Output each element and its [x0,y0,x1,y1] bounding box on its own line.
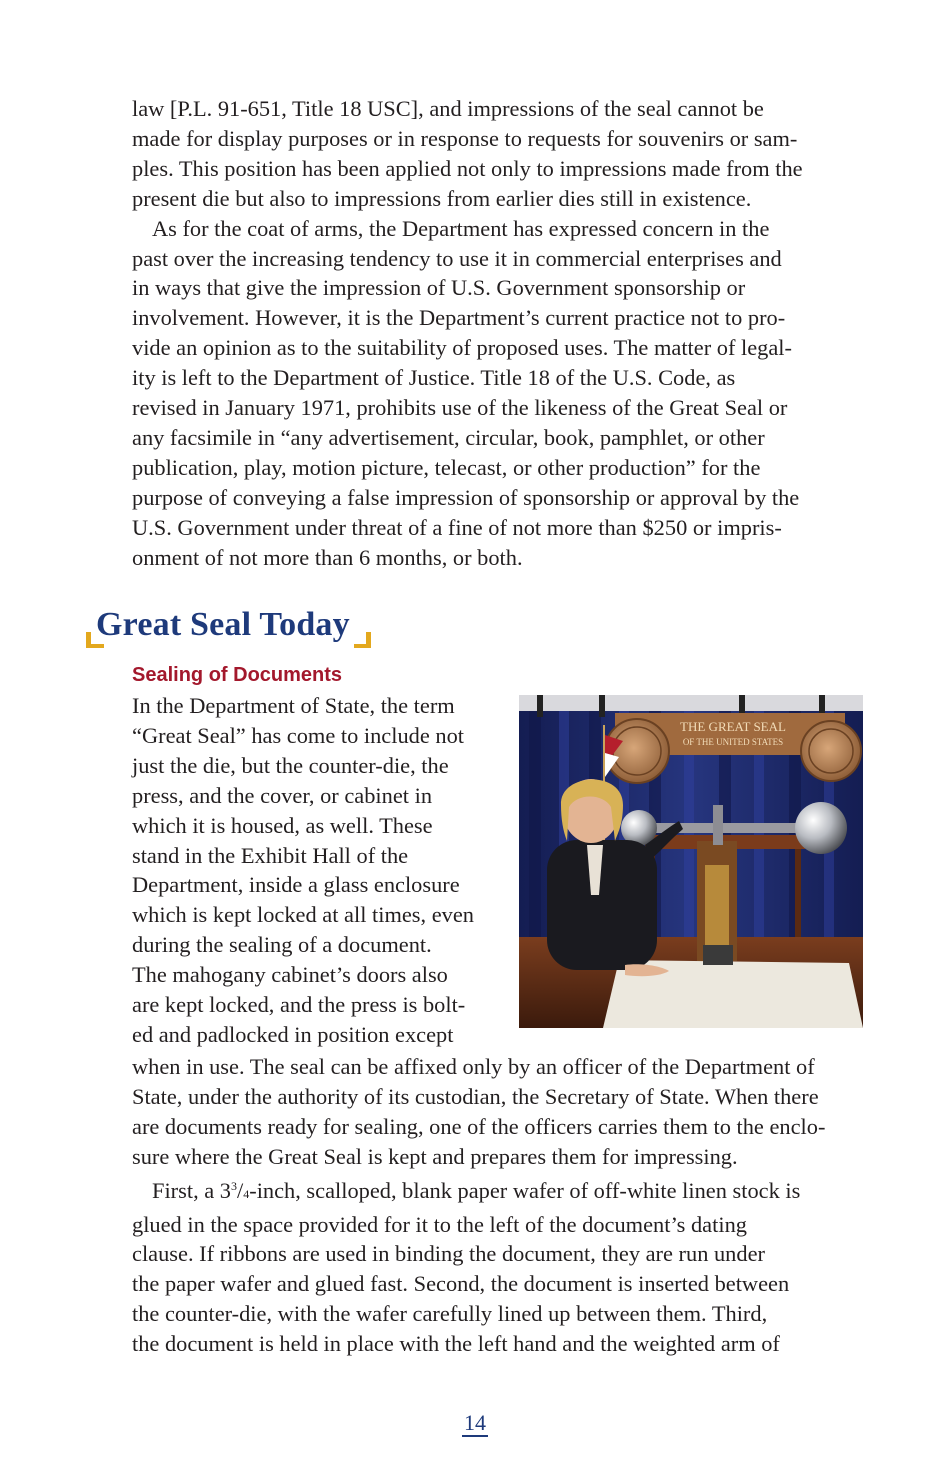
text-line: vide an opinion as to the suitability of proposed uses. The matter of legal- [132,335,792,361]
text-fragment: First, a 3 [152,1177,231,1203]
text-line: As for the coat of arms, the Department has expressed concern in the [152,215,770,241]
text-line: any facsimile in “any advertisement, circular, book, pamphlet, or other [132,424,765,450]
text-line: ed and padlocked in position except [132,1021,454,1047]
section-title: Great Seal Today [96,606,350,643]
paragraph-column [132,691,502,1050]
text-line: present die but also to impressions from earlier dies still in existence. [132,185,752,211]
text-line: past over the increasing tendency to use it in commercial enterprises and [132,245,782,271]
text-line: which it is housed, as well. These [132,812,433,838]
text-line: made for display purposes or in response to requests for souvenirs or sam- [132,125,798,151]
text-line: the paper wafer and glued fast. Second, the document is inserted between [132,1271,790,1297]
text-fragment: -inch, scalloped, blank paper wafer of off-white linen stock is [249,1177,801,1203]
text-line: the counter-die, with the wafer carefully lined up between them. Third, [132,1301,768,1327]
text-line: glued in the space provided for it to the left of the document’s dating [132,1211,747,1237]
text-line: just the die, but the counter-die, the [132,752,449,778]
text-line: are kept locked, and the press is bolt- [132,992,466,1018]
text-line: clause. If ribbons are used in binding the document, they are run under [132,1241,765,1267]
heading-bracket-right-foot [354,644,371,648]
text-line: sure where the Great Seal is kept and prepares them for impressing. [132,1143,738,1169]
fraction-denominator: 4 [243,1186,250,1201]
paragraph-law [132,94,862,573]
text-line: stand in the Exhibit Hall of the [132,842,409,868]
text-line: when in use. The seal can be affixed only by an officer of the Department of [132,1054,815,1079]
text-line: which is kept locked at all times, even [132,902,474,928]
text-line: The mahogany cabinet’s doors also [132,962,448,988]
text-line: the document is held in place with the left hand and the weighted arm of [132,1331,780,1357]
text-line: First, a $3^3/4$-inch, scalloped, blank paper wafer of off-white linen stock is [152,1177,801,1203]
text-line: during the sealing of a document. [132,932,432,958]
plaque-text-2: OF THE UNITED STATES [682,737,784,747]
subheading: Sealing of Documents [132,664,343,686]
text-line: involvement. However, it is the Department’s current practice not to pro- [132,305,786,331]
text-line: revised in January 1971, prohibits use of the likeness of the Great Seal or [132,395,788,421]
text-line: ity is left to the Department of Justice. Title 18 of the U.S. Code, as [132,365,736,391]
section-heading [86,606,374,650]
text-line: publication, play, motion picture, telecast, or other production” for the [132,454,761,480]
text-line: law [P.L. 91-651, Title 18 USC], and impressions of the seal cannot be [132,96,764,121]
text-line: are documents ready for sealing, one of the officers carries them to the enclo- [132,1113,826,1139]
text-line: onment of not more than 6 months, or both. [132,544,523,570]
text-line: ples. This position has been applied not only to impressions made from the [132,155,803,181]
page-number [0,1410,950,1436]
great-seal-photo [519,695,863,1028]
text-line: purpose of conveying a false impression of sponsorship or approval by the [132,484,800,510]
page-number-text: 14 [464,1410,486,1435]
text-line: in ways that give the impression of U.S. Government sponsorship or [132,275,746,301]
fraction-numerator: 3 [231,1178,237,1193]
text-line: In the Department of State, the term [132,693,455,718]
text-line: State, under the authority of its custodian, the Secretary of State. When there [132,1083,819,1109]
heading-bracket-left-foot [86,644,104,648]
text-line: Department, inside a glass enclosure [132,872,460,898]
plaque-text-1: THE GREAT SEAL [680,719,786,734]
paragraph-sealing [132,1052,862,1359]
text-line: press, and the cover, or cabinet in [132,782,433,808]
text-line: “Great Seal” has come to include not [132,722,465,748]
text-line: U.S. Government under threat of a fine of not more than $250 or impris- [132,514,782,540]
